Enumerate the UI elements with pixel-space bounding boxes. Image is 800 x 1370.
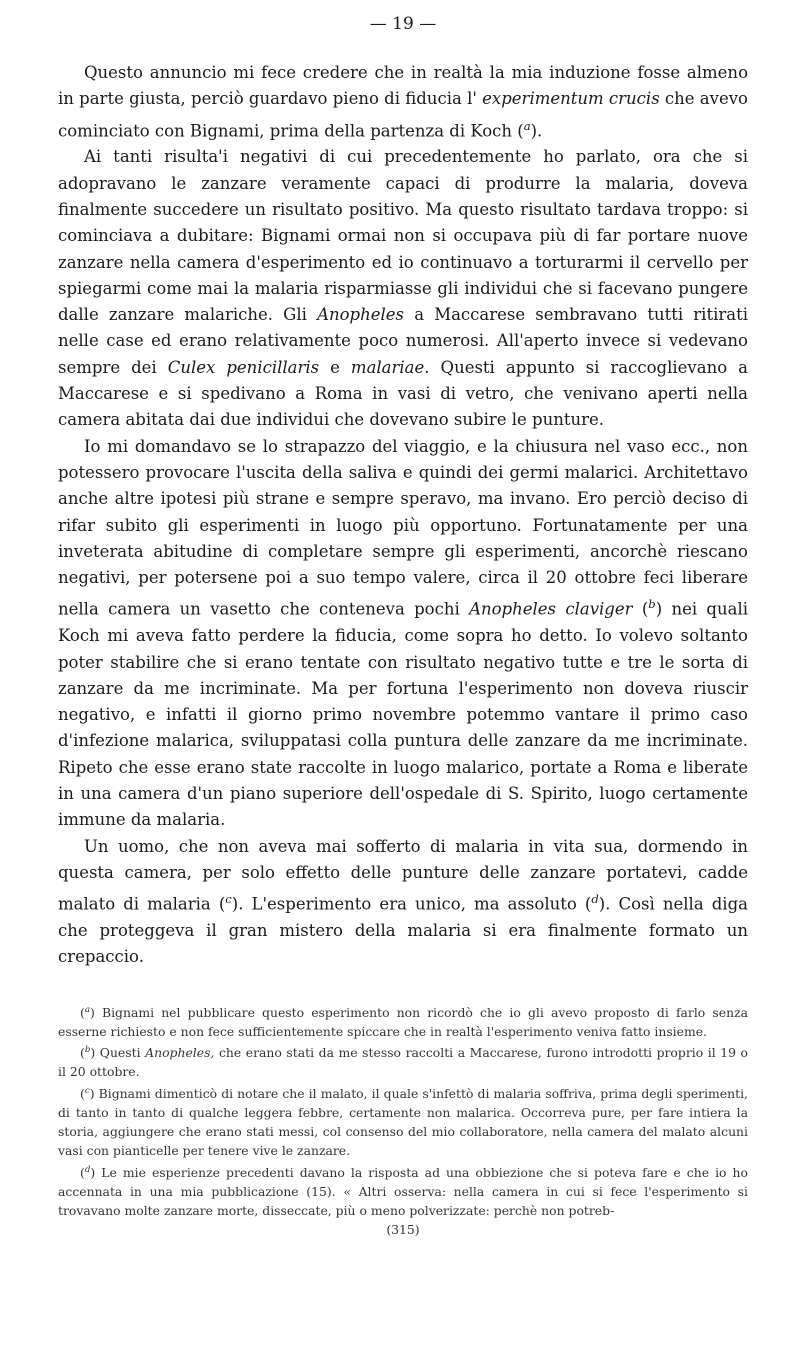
footnote-marker: b (84, 1045, 91, 1056)
footnote: ($^d$) Le mie esperienze precedenti davano la risposta ad una obbiezione che si poteva fare e che io ho accennata in una mia pubblicazione (15). « Altri osserva: nella camera in cui si fece l'esperimento si trovavano molte zanzare morte, disseccate, più o meno polverizzate: perchè non potreb- (58, 1164, 748, 1219)
body-paragraph: Ai tanti risulta'i negativi di cui precedentemente ho parlato, ora che si adopravano le zanzare veramente capaci di produrre la malaria, doveva finalmente succedere un risultato positivo. Ma questo risultato tardava troppo: si cominciava a dubitare: Bignami ormai non si occupava più di far portare nuove zanzare nella camera d'esperimento ed io continuavo a torturarmi il cervello per spiegarmi come mai la malaria risparmiasse gli individui che si facevano pungere dalle zanzare malariche. Gli Anopheles a Maccarese sembravano tutti ritirati nelle case ed erano relativamente poco numerosi. All'aperto invece si vedevano sempre dei Culex penicillaris e malariae. Questi appunto si raccoglievano a Maccarese e si spedivano a Roma in vasi di vetro, che venivano aperti nella camera abitata dai due individui che dovevano subire le punture. (58, 147, 748, 430)
italic-term: Anopheles (317, 305, 405, 325)
document-page (58, 0, 748, 1237)
body-paragraph: Io mi domandavo se lo strapazzo del viaggio, e la chiusura nel vaso ecc., non potessero provocare l'uscita della saliva e quindi dei germi malarici. Architettavo anche altre ipotesi più strane e sempre speravo, ma invano. Ero perciò deciso di rifar subito gli esperimenti in luogo più opportuno. Fortunatamente per una inveterata abitudine di completare sempre gli esperimenti, ancorchè riescano negativi, per potersene poi a suo tempo valere, circa il 20 ottobre feci liberare nella camera un vasetto che conteneva pochi Anopheles claviger ($^b$) nei quali Koch mi aveva fatto perdere la fiducia, come sopra ho detto. Io volevo soltanto poter stabilire che si erano tentate con risultato negativo tutte e tre le sorta di zanzare da me incriminate. Ma per fortuna l'esperimento non doveva riuscir negativo, e infatti il giorno primo novembre potemmo vantare il primo caso d'infezione malarica, sviluppatasi colla puntura delle zanzare da me incriminate. Ripeto che esse erano state raccolte in luogo malarico, portate a Roma e liberate in una camera d'un piano superiore dell'ospedale di S. Spirito, luogo certamente immune da malaria. (58, 436, 749, 830)
page-reference: (315) (386, 1222, 420, 1238)
footnote-marker: b (648, 597, 656, 612)
footnote-marker: d (84, 1164, 91, 1175)
footnote-marker: c (84, 1085, 90, 1096)
italic-term: Culex penicillaris (167, 357, 320, 377)
footnote: ($^b$) Questi Anopheles, che erano stati da me stesso raccolti a Maccarese, furono introdotti proprio il 19 o il 20 ottobre. (58, 1045, 749, 1080)
page-number: — 19 — (369, 14, 437, 34)
footnote-marker: a (84, 1004, 91, 1015)
footnote: ($^c$) Bignami dimenticò di notare che il malato, il quale s'infettò di malaria soffriva, prima degli sperimenti, di tanto in tanto di qualche leggera febbre, certamente non malarica. Occorreva pure, per fare intiera la storia, aggiungere che erano stati messi, col consenso del mio collaboratore, nella camera del malato alcuni vasi con pianticelle per tenere vive le zanzare. (58, 1085, 748, 1159)
italic-term: experimentum crucis (482, 89, 660, 109)
body-text (58, 60, 748, 971)
footnotes (58, 1001, 748, 1221)
italic-term: Anopheles claviger (469, 599, 633, 619)
footnote: ($^a$) Bignami nel pubblicare questo esperimento non ricordò che io gli avevo proposto di farlo senza esserne richiesto e non fece sufficientemente spiccare che in realtà l'esperimento veniva fatto insieme. (58, 1004, 748, 1039)
body-paragraph: Questo annuncio mi fece credere che in realtà la mia induzione fosse almeno in parte giusta, perciò guardavo pieno di fiducia l' experimentum crucis che avevo cominciato con Bignami, prima della partenza di Koch ($^a$). (58, 63, 748, 141)
footnote-marker: a (523, 118, 531, 133)
italic-term: malariae. (350, 357, 430, 377)
footnote-marker: d (591, 892, 599, 907)
footnote-marker: c (225, 892, 232, 907)
body-paragraph: Un uomo, che non aveva mai sofferto di malaria in vita sua, dormendo in questa camera, per solo effetto delle punture delle zanzare portatevi, cadde malato di malaria ($^c$). L'esperimento era unico, ma assoluto ($^d$). Così nella diga che proteggeva il gran mistero della malaria si era finalmente formato un crepaccio. (58, 836, 748, 967)
italic-term: Anopheles, (145, 1045, 215, 1061)
